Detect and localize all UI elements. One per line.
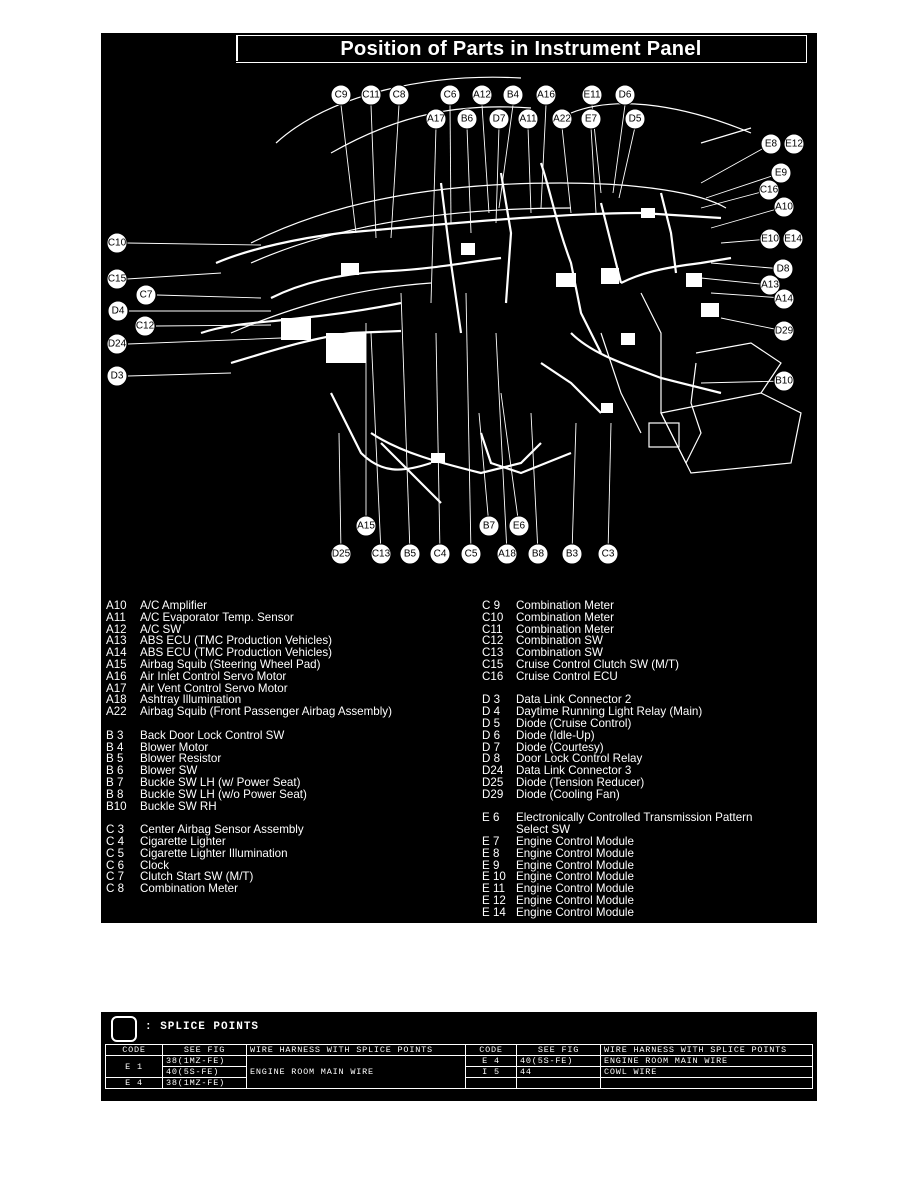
legend-code: C 3 bbox=[106, 823, 125, 837]
callout-c9 bbox=[331, 85, 351, 105]
legend-entry bbox=[106, 777, 392, 789]
legend-entry bbox=[482, 789, 752, 801]
legend-code: E 14 bbox=[482, 905, 506, 919]
svg-text:C7: C7 bbox=[139, 289, 153, 301]
legend-description: Diode (Tension Reducer) bbox=[516, 775, 645, 789]
legend-description: Engine Control Module bbox=[516, 905, 634, 919]
legend-right bbox=[482, 600, 752, 919]
legend-code: A22 bbox=[106, 705, 127, 719]
legend-entry bbox=[482, 777, 752, 789]
svg-text:D25: D25 bbox=[331, 548, 351, 560]
parts-position-panel bbox=[101, 33, 817, 923]
svg-text:B7: B7 bbox=[482, 520, 496, 532]
legend-code: B 8 bbox=[106, 787, 124, 801]
svg-text:C3: C3 bbox=[601, 548, 615, 560]
callout-b4 bbox=[503, 85, 523, 105]
callout-c4 bbox=[430, 544, 450, 564]
legend-description: Clock bbox=[140, 858, 169, 872]
splice-octagon-icon bbox=[111, 1016, 137, 1042]
legend-description: Blower SW bbox=[140, 764, 198, 778]
splice-points-table bbox=[101, 1012, 817, 1101]
legend-entry bbox=[106, 848, 392, 860]
legend-description: Cigarette Lighter Illumination bbox=[140, 846, 288, 860]
legend-code: E 10 bbox=[482, 870, 506, 884]
svg-text:E12: E12 bbox=[785, 138, 803, 150]
legend-entry bbox=[106, 789, 392, 801]
legend-code: C 9 bbox=[482, 599, 501, 612]
legend-code: B 6 bbox=[106, 764, 124, 778]
legend-description: ABS ECU (TMC Production Vehicles) bbox=[140, 646, 333, 660]
legend-code: A13 bbox=[106, 634, 127, 648]
legend-code: E 11 bbox=[482, 882, 505, 896]
col-header: WIRE HARNESS WITH SPLICE POINTS bbox=[601, 1045, 813, 1056]
splice-header bbox=[101, 1012, 817, 1044]
callout-d4 bbox=[108, 301, 128, 321]
legend-code: C 4 bbox=[106, 834, 125, 848]
legend-code: C16 bbox=[482, 669, 504, 683]
legend-description: Cigarette Lighter bbox=[140, 834, 226, 848]
callout-c12 bbox=[135, 316, 155, 336]
legend-code: D24 bbox=[482, 764, 504, 778]
legend-description: Buckle SW LH (w/o Power Seat) bbox=[140, 787, 307, 801]
col-header: WIRE HARNESS WITH SPLICE POINTS bbox=[247, 1045, 466, 1056]
callout-e8 bbox=[761, 134, 781, 154]
svg-text:A14: A14 bbox=[775, 293, 793, 305]
legend-code: D29 bbox=[482, 787, 504, 801]
legend-entry bbox=[482, 730, 752, 742]
callout-e9 bbox=[771, 163, 791, 183]
legend-code: C 6 bbox=[106, 858, 125, 872]
legend-description: Engine Control Module bbox=[516, 882, 634, 896]
legend-description: Select SW bbox=[516, 823, 571, 837]
legend-left bbox=[106, 600, 392, 895]
legend-description: Airbag Squib (Front Passenger Airbag Assembly) bbox=[140, 705, 392, 719]
svg-text:A22: A22 bbox=[553, 113, 571, 125]
legend-code: B 5 bbox=[106, 752, 124, 766]
callout-e11 bbox=[582, 85, 602, 105]
legend-code: A17 bbox=[106, 681, 127, 695]
legend-entry bbox=[482, 718, 752, 730]
callout-b6 bbox=[457, 109, 477, 129]
callout-d8 bbox=[773, 259, 793, 279]
legend-code: B 7 bbox=[106, 775, 124, 789]
col-header: SEE FIG bbox=[163, 1045, 247, 1056]
legend-code: B 3 bbox=[106, 728, 124, 742]
svg-text:D6: D6 bbox=[618, 89, 632, 101]
svg-text:C10: C10 bbox=[107, 237, 127, 249]
svg-text:D24: D24 bbox=[107, 338, 127, 350]
svg-text:B8: B8 bbox=[531, 548, 545, 560]
callout-b3 bbox=[562, 544, 582, 564]
svg-text:A16: A16 bbox=[537, 89, 555, 101]
svg-text:A11: A11 bbox=[519, 113, 537, 125]
legend-description: Buckle SW RH bbox=[140, 799, 217, 813]
legend-code: D 6 bbox=[482, 728, 501, 742]
callout-a18 bbox=[497, 544, 517, 564]
callout-a12 bbox=[472, 85, 492, 105]
legend-code: A12 bbox=[106, 622, 127, 636]
callout-d29 bbox=[774, 321, 794, 341]
svg-text:C12: C12 bbox=[135, 320, 155, 332]
callout-a16 bbox=[536, 85, 556, 105]
legend-code: D 5 bbox=[482, 716, 501, 730]
callout-d6 bbox=[615, 85, 635, 105]
cell-fig: 44 bbox=[517, 1067, 601, 1078]
legend-code: E 9 bbox=[482, 858, 500, 872]
svg-text:A15: A15 bbox=[357, 520, 375, 532]
svg-text:A18: A18 bbox=[498, 548, 516, 560]
svg-text:E6: E6 bbox=[512, 520, 526, 532]
svg-text:B5: B5 bbox=[403, 548, 417, 560]
svg-text:C16: C16 bbox=[759, 184, 779, 196]
callout-a14 bbox=[774, 289, 794, 309]
table-row bbox=[106, 1056, 813, 1067]
legend-code: A10 bbox=[106, 599, 127, 612]
svg-text:C9: C9 bbox=[334, 89, 348, 101]
leader-lines bbox=[127, 105, 784, 553]
callout-e14 bbox=[783, 229, 803, 249]
callout-d25 bbox=[331, 544, 351, 564]
legend-entry bbox=[482, 836, 752, 848]
svg-text:B4: B4 bbox=[506, 89, 520, 101]
legend-code: E 8 bbox=[482, 846, 500, 860]
cell-code: E 1 bbox=[106, 1056, 163, 1078]
callout-e10 bbox=[760, 229, 780, 249]
svg-text:C4: C4 bbox=[433, 548, 447, 560]
callout-labels bbox=[107, 85, 804, 564]
legend-code: C10 bbox=[482, 610, 504, 624]
svg-text:C15: C15 bbox=[107, 273, 127, 285]
callout-a22 bbox=[552, 109, 572, 129]
svg-text:E11: E11 bbox=[583, 89, 601, 101]
callout-e6 bbox=[509, 516, 529, 536]
legend-entry bbox=[482, 907, 752, 919]
legend-description: Blower Motor bbox=[140, 740, 209, 754]
svg-text:C5: C5 bbox=[464, 548, 478, 560]
svg-text:E7: E7 bbox=[584, 113, 598, 125]
cell-fig: 40(5S-FE) bbox=[517, 1056, 601, 1067]
svg-text:A17: A17 bbox=[427, 113, 445, 125]
callout-c8 bbox=[389, 85, 409, 105]
col-header: CODE bbox=[466, 1045, 517, 1056]
svg-text:C13: C13 bbox=[371, 548, 391, 560]
legend-entry bbox=[482, 895, 752, 907]
legend-description: Combination SW bbox=[516, 646, 603, 660]
legend-code: E 7 bbox=[482, 834, 500, 848]
legend-description: Combination Meter bbox=[516, 599, 614, 612]
svg-text:C6: C6 bbox=[443, 89, 457, 101]
legend-description: Center Airbag Sensor Assembly bbox=[140, 823, 304, 837]
legend-description: Diode (Cooling Fan) bbox=[516, 787, 620, 801]
col-header: CODE bbox=[106, 1045, 163, 1056]
legend-entry bbox=[106, 883, 392, 895]
legend-description: Engine Control Module bbox=[516, 893, 634, 907]
legend-entry bbox=[106, 706, 392, 718]
svg-text:E10: E10 bbox=[761, 233, 779, 245]
svg-text:A13: A13 bbox=[761, 279, 779, 291]
svg-text:D3: D3 bbox=[110, 370, 124, 382]
callout-a17 bbox=[426, 109, 446, 129]
legend-description: Diode (Cruise Control) bbox=[516, 716, 632, 730]
splice-header-row bbox=[106, 1045, 813, 1056]
instrument-panel-diagram bbox=[101, 33, 817, 593]
legend-description: Diode (Idle-Up) bbox=[516, 728, 595, 742]
callout-b5 bbox=[400, 544, 420, 564]
svg-text:B10: B10 bbox=[775, 375, 793, 387]
svg-text:D8: D8 bbox=[776, 263, 790, 275]
callout-c16 bbox=[759, 180, 779, 200]
callout-a15 bbox=[356, 516, 376, 536]
callout-d24 bbox=[107, 334, 127, 354]
callout-c7 bbox=[136, 285, 156, 305]
callout-c3 bbox=[598, 544, 618, 564]
legend-code: A14 bbox=[106, 646, 127, 660]
legend-description: Engine Control Module bbox=[516, 870, 634, 884]
svg-text:A10: A10 bbox=[775, 201, 793, 213]
legend-description: ABS ECU (TMC Production Vehicles) bbox=[140, 634, 333, 648]
legend-description: Electronically Controlled Transmission Pattern bbox=[516, 811, 753, 825]
svg-text:B3: B3 bbox=[565, 548, 579, 560]
callout-e12 bbox=[784, 134, 804, 154]
col-header: SEE FIG bbox=[517, 1045, 601, 1056]
legend-description: Airbag Squib (Steering Wheel Pad) bbox=[140, 657, 321, 671]
cell-fig: 40(5S-FE) bbox=[163, 1067, 247, 1078]
cell-harness: ENGINE ROOM MAIN WIRE bbox=[601, 1056, 813, 1067]
callout-d7 bbox=[489, 109, 509, 129]
legend-entry bbox=[106, 718, 392, 730]
cell-empty bbox=[601, 1078, 813, 1089]
splice-title: : SPLICE POINTS bbox=[145, 1021, 260, 1033]
legend-code: B 4 bbox=[106, 740, 124, 754]
legend-description: Daytime Running Light Relay (Main) bbox=[516, 705, 703, 719]
legend-description: A/C Amplifier bbox=[140, 599, 208, 612]
callout-a11 bbox=[518, 109, 538, 129]
legend-description: Ashtray Illumination bbox=[140, 693, 242, 707]
callout-b8 bbox=[528, 544, 548, 564]
callout-c11 bbox=[361, 85, 381, 105]
svg-text:D5: D5 bbox=[628, 113, 642, 125]
legend-description: Cruise Control Clutch SW (M/T) bbox=[516, 657, 679, 671]
splice-grid bbox=[105, 1044, 813, 1089]
svg-text:B6: B6 bbox=[460, 113, 474, 125]
callout-c13 bbox=[371, 544, 391, 564]
svg-text:E8: E8 bbox=[764, 138, 778, 150]
callout-d5 bbox=[625, 109, 645, 129]
legend-description: Engine Control Module bbox=[516, 846, 634, 860]
legend-description: Blower Resistor bbox=[140, 752, 222, 766]
legend-description: Combination SW bbox=[516, 634, 603, 648]
legend-description: Combination Meter bbox=[516, 610, 614, 624]
legend-code: A18 bbox=[106, 693, 127, 707]
cell-code: I 5 bbox=[466, 1067, 517, 1078]
legend-entry bbox=[482, 659, 752, 671]
cell-empty bbox=[517, 1078, 601, 1089]
legend-description: Air Vent Control Servo Motor bbox=[140, 681, 288, 695]
legend-description: Data Link Connector 2 bbox=[516, 693, 632, 707]
svg-text:E9: E9 bbox=[774, 167, 788, 179]
legend-code: A15 bbox=[106, 657, 127, 671]
legend-code: E 12 bbox=[482, 893, 506, 907]
legend-code: C13 bbox=[482, 646, 504, 660]
cell-code: E 4 bbox=[106, 1078, 163, 1089]
legend-entry bbox=[106, 659, 392, 671]
legend-description: Engine Control Module bbox=[516, 858, 634, 872]
legend-entry bbox=[106, 801, 392, 813]
svg-text:C8: C8 bbox=[392, 89, 406, 101]
legend-description: Clutch Start SW (M/T) bbox=[140, 870, 254, 884]
callout-a10 bbox=[774, 197, 794, 217]
cell-empty bbox=[466, 1078, 517, 1089]
legend-description: Engine Control Module bbox=[516, 834, 634, 848]
legend-code: D25 bbox=[482, 775, 504, 789]
cell-fig: 38(1MZ-FE) bbox=[163, 1078, 247, 1089]
callout-c5 bbox=[461, 544, 481, 564]
legend-code: C15 bbox=[482, 657, 504, 671]
callout-b7 bbox=[479, 516, 499, 536]
legend-description: Air Inlet Control Servo Motor bbox=[140, 669, 287, 683]
page-title: Position of Parts in Instrument Panel bbox=[340, 37, 702, 60]
legend-description: Cruise Control ECU bbox=[516, 669, 618, 683]
body-outline bbox=[231, 77, 801, 473]
legend-entry bbox=[106, 612, 392, 624]
svg-text:E14: E14 bbox=[784, 233, 802, 245]
legend-code: D 8 bbox=[482, 752, 501, 766]
legend-entry bbox=[482, 671, 752, 683]
svg-text:D7: D7 bbox=[492, 113, 506, 125]
callout-d3 bbox=[107, 366, 127, 386]
legend-description: A/C Evaporator Temp. Sensor bbox=[140, 610, 294, 624]
svg-text:C11: C11 bbox=[362, 89, 380, 101]
callout-b10 bbox=[774, 371, 794, 391]
legend-description: A/C SW bbox=[140, 622, 182, 636]
cell-harness: ENGINE ROOM MAIN WIRE bbox=[247, 1056, 466, 1089]
cell-harness: COWL WIRE bbox=[601, 1067, 813, 1078]
legend-description: Combination Meter bbox=[516, 622, 614, 636]
legend-code: B10 bbox=[106, 799, 127, 813]
legend-code: A16 bbox=[106, 669, 127, 683]
callout-c6 bbox=[440, 85, 460, 105]
cell-fig: 38(1MZ-FE) bbox=[163, 1056, 247, 1067]
legend-code: C 8 bbox=[106, 882, 125, 896]
legend-description: Diode (Courtesy) bbox=[516, 740, 604, 754]
legend-code bbox=[106, 718, 140, 730]
legend-description: Back Door Lock Control SW bbox=[140, 728, 285, 742]
svg-text:D29: D29 bbox=[774, 325, 794, 337]
legend-entry bbox=[106, 836, 392, 848]
svg-text:D4: D4 bbox=[111, 305, 125, 317]
legend-code: D 4 bbox=[482, 705, 501, 719]
svg-text:A12: A12 bbox=[473, 89, 491, 101]
legend-code: C 5 bbox=[106, 846, 125, 860]
callout-c10 bbox=[107, 233, 127, 253]
legend-code: A11 bbox=[106, 610, 126, 624]
cell-code: E 4 bbox=[466, 1056, 517, 1067]
legend-entry bbox=[482, 848, 752, 860]
legend-description: Data Link Connector 3 bbox=[516, 764, 632, 778]
legend-description: Door Lock Control Relay bbox=[516, 752, 643, 766]
legend-entry bbox=[106, 671, 392, 683]
legend-code: C12 bbox=[482, 634, 504, 648]
legend-code: C11 bbox=[482, 622, 503, 636]
legend-description: Combination Meter bbox=[140, 882, 238, 896]
legend-code: D 3 bbox=[482, 693, 501, 707]
callout-c15 bbox=[107, 269, 127, 289]
legend-code: E 6 bbox=[482, 811, 500, 825]
legend-entry bbox=[482, 612, 752, 624]
callout-e7 bbox=[581, 109, 601, 129]
legend-entry bbox=[106, 730, 392, 742]
legend-code: D 7 bbox=[482, 740, 501, 754]
legend-description: Buckle SW LH (w/ Power Seat) bbox=[140, 775, 301, 789]
legend-code: C 7 bbox=[106, 870, 125, 884]
